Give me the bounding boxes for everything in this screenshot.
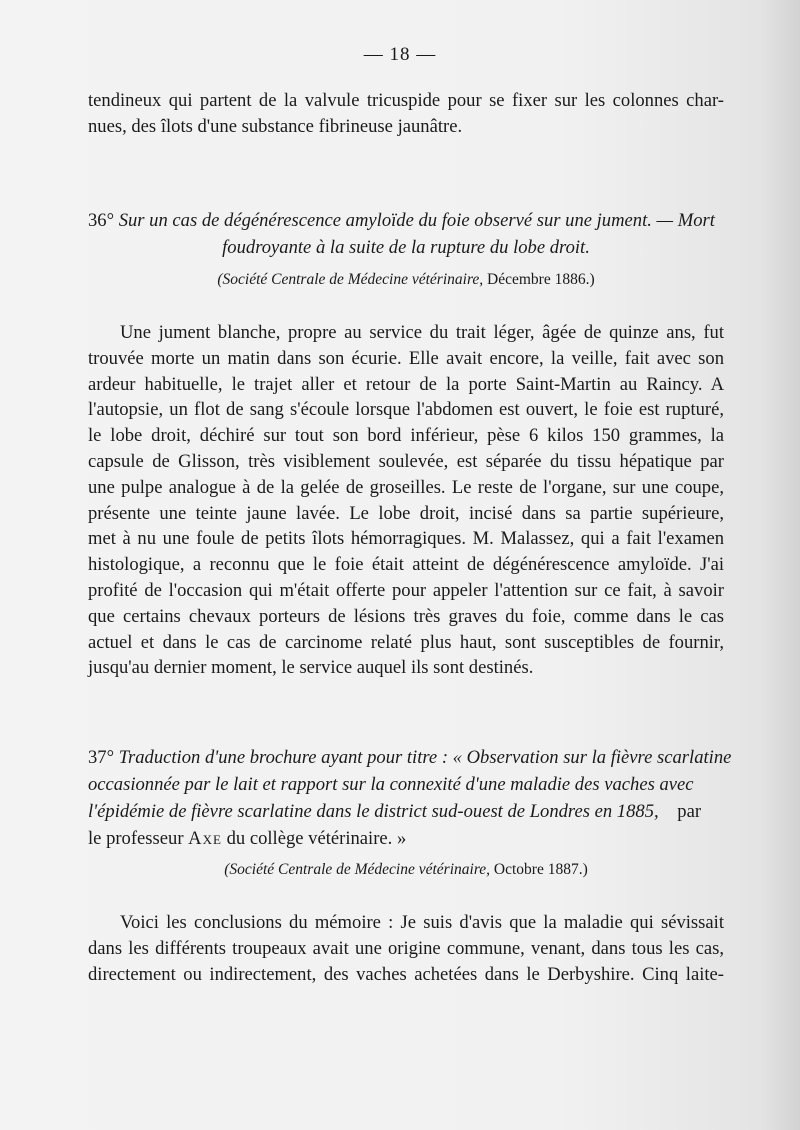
page-number: — 18 — [363,44,437,65]
section-title-prefix: le professeur [88,828,184,849]
section-title-line: foudroyante à la suite de la rupture du lobe droit. [222,237,590,258]
text-line: l'autopsie, un flot de sang s'écoule lorsque l'abdomen est ouvert, le foie est rupturé, [88,399,724,421]
text-line: dans les différents troupeaux avait une origine commune, venant, dans tous les cas, [88,937,724,959]
section-title-line: l'épidémie de fièvre scarlatine dans le district sud-ouest de Londres en 1885, [88,801,659,822]
text-line: directement ou indirectement, des vaches achetées dans le Derbyshire. Cinq laite- [88,963,724,985]
text-line: tendineux qui partent de la valvule tricuspide pour se fixer sur les colonnes char- [88,90,724,111]
section-title-suffix: du collège vétérinaire. » [226,828,407,849]
section-37-source [88,861,724,879]
text-line: jusqu'au dernier moment, le service auquel ils sont destinés. [88,657,534,679]
author-name: Axe [188,828,222,849]
section-number: 37° [88,747,115,768]
text-line: histologique, a reconnu que le foie était atteint de dégénérescence amyloïde. J'ai [88,554,724,576]
text-line: capsule de Glisson, très visiblement soulevée, est séparée du tissu hépatique par [88,450,724,472]
text-line: actuel et dans le cas de carcinome relaté plus haut, sont susceptibles de fournir, [88,631,724,653]
text-line: trouvée morte un matin dans son écurie. Elle avait encore, la veille, fait avec son [88,347,724,369]
source-date: Décembre 1886.) [487,271,595,288]
section-title-line-end: par [677,801,702,822]
text-line: une pulpe analogue à de la gelée de groseilles. Le reste de l'organe, sur une coupe, [88,476,724,498]
intro-paragraph [88,88,724,140]
section-37-body [88,910,724,987]
text-line: met à nu une foule de petits îlots hémorragiques. M. Malassez, qui a fait l'examen [88,528,724,550]
text-line: Une jument blanche, propre au service du trait léger, âgée de quinze ans, fut [120,322,724,343]
text-line: le lobe droit, déchiré sur tout son bord inférieur, pèse 6 kilos 150 grammes, la [88,425,724,447]
section-title-line: occasionnée par le lait et rapport sur la connexité d'une maladie des vaches avec [88,774,694,795]
text-line: Voici les conclusions du mémoire : Je suis d'avis que la maladie qui sévissait [120,912,724,933]
section-36-body [88,320,724,681]
text-line: profité de l'occasion qui m'était offerte pour appeler l'attention sur ce fait, à savoir [88,579,724,601]
source-society: (Société Centrale de Médecine vétérinaire, [217,271,484,288]
source-date: Octobre 1887.) [493,861,588,878]
text-line: ardeur habituelle, le trajet aller et retour de la porte Saint-Martin au Raincy. A [88,373,724,395]
source-society: (Société Centrale de Médecine vétérinaire, [224,861,491,878]
section-36-source [88,271,724,289]
section-36-heading [88,207,724,261]
text-line: que certains chevaux porteurs de lésions très graves du foie, comme dans le cas [88,605,724,627]
section-title-line: Traduction d'une brochure ayant pour titre : « Observation sur la fièvre scarlatine [118,747,732,768]
section-title-line: Sur un cas de dégénérescence amyloïde du foie observé sur une jument. — Mort [118,210,715,231]
section-37-heading [88,744,732,852]
text-line: présente une teinte jaune lavée. Le lobe droit, incisé dans sa partie supérieure, [88,502,724,524]
text-line: nues, des îlots d'une substance fibrineuse jaunâtre. [88,115,463,137]
section-number: 36° [88,210,115,231]
